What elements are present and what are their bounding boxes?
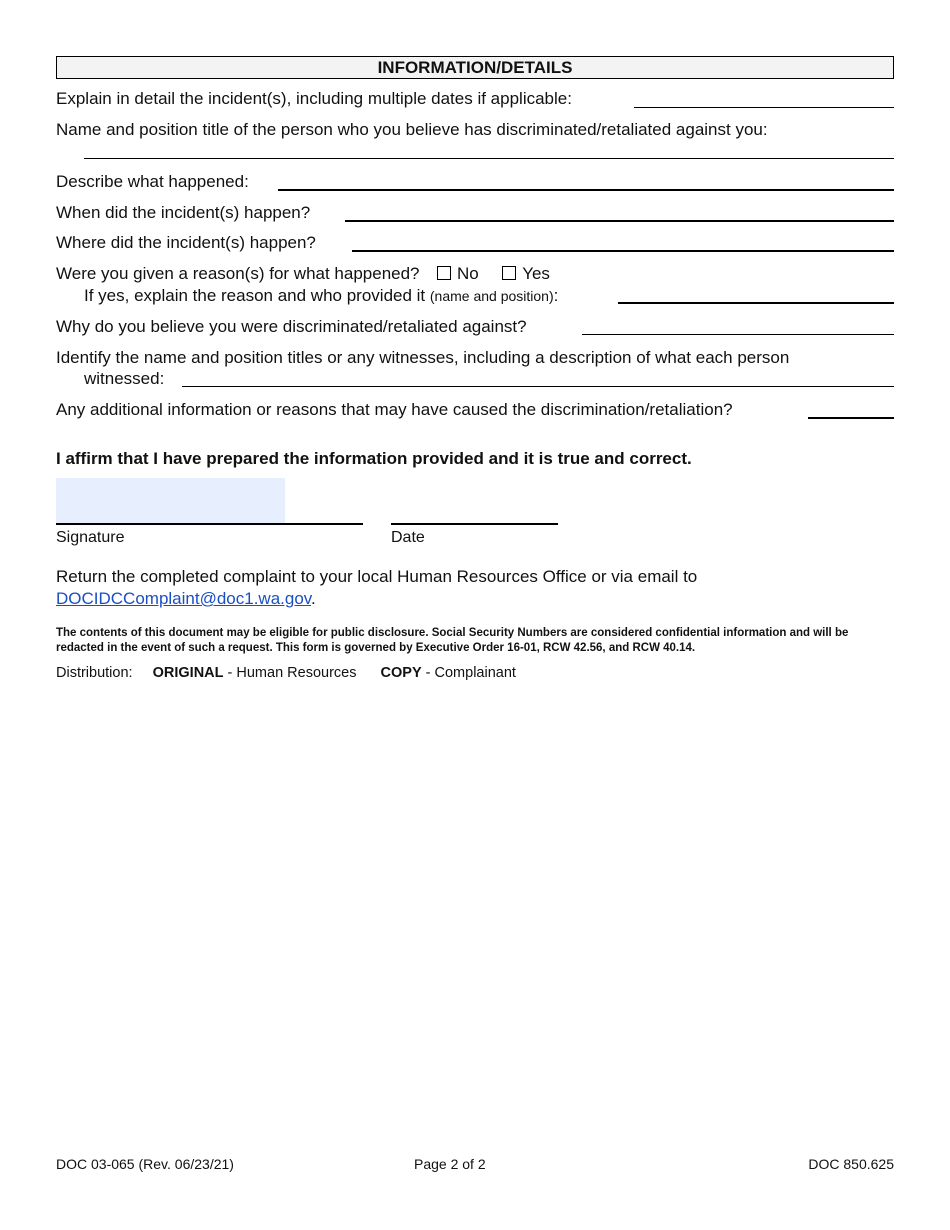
distribution-original-rest: - Human Resources: [223, 665, 357, 681]
what-happened-field[interactable]: [278, 189, 894, 191]
when-label: When did the incident(s) happen?: [56, 203, 311, 222]
what-happened-label: Describe what happened:: [56, 172, 249, 191]
reason-yes-checkbox[interactable]: [502, 266, 516, 280]
footer-form-number: DOC 03-065 (Rev. 06/23/21): [56, 1156, 234, 1172]
incident-details-field[interactable]: [634, 107, 894, 108]
reason-given-row: [56, 264, 550, 284]
return-email-link[interactable]: DOCIDCComplaint@doc1.wa.gov: [56, 589, 312, 608]
reason-given-label: Were you given a reason(s) for what happened?: [56, 264, 420, 283]
signature-label: Signature: [56, 529, 125, 546]
signature-line: [56, 523, 363, 525]
affirmation-text: I affirm that I have prepared the information provided and it is true and correct.: [56, 449, 692, 468]
accused-name-label: Name and position title of the person who you believe has discriminated/retaliated against you:: [56, 120, 768, 139]
reason-explain-paren: (name and position): [429, 288, 554, 304]
disclosure-notice: The contents of this document may be eligible for public disclosure. Social Security Numbers are considered confidential information and will be redacted in the event of such a request. This form is governed by Executive Order 16-01, RCW 42.56, and RCW 40.14.: [56, 627, 849, 654]
additional-info-label: Any additional information or reasons that may have caused the discrimination/retaliation?: [56, 400, 733, 419]
additional-info-field[interactable]: [808, 417, 894, 419]
section-header: INFORMATION/DETAILS: [56, 56, 894, 79]
where-field[interactable]: [352, 250, 894, 252]
return-period: .: [311, 589, 316, 608]
reason-explain-label: If yes, explain the reason and who provided it: [84, 286, 426, 305]
reason-no-label: No: [457, 264, 479, 283]
distribution-copy: COPY: [380, 665, 422, 681]
date-field[interactable]: [391, 523, 558, 525]
incident-details-label: Explain in detail the incident(s), including multiple dates if applicable:: [56, 89, 572, 108]
reason-explain-row: [84, 286, 558, 306]
witnesses-label-line1: Identify the name and position titles or any witnesses, including a description of what each person: [56, 348, 790, 367]
distribution-original: ORIGINAL: [152, 665, 224, 681]
where-label: Where did the incident(s) happen?: [56, 233, 316, 252]
footer-doc-policy: DOC 850.625: [808, 1156, 894, 1172]
reason-yes-label: Yes: [522, 264, 550, 283]
witnesses-label-line2: witnessed:: [84, 369, 165, 388]
signature-input[interactable]: [56, 478, 285, 524]
why-discriminated-field[interactable]: [582, 334, 894, 335]
return-email-row: [56, 589, 316, 609]
distribution-copy-rest: - Complainant: [421, 665, 516, 681]
witnesses-field[interactable]: [182, 386, 894, 387]
reason-explain-colon: :: [553, 286, 559, 305]
reason-explain-field[interactable]: [618, 302, 894, 304]
when-field[interactable]: [345, 220, 894, 222]
reason-no-checkbox[interactable]: [437, 266, 451, 280]
distribution-label: Distribution:: [56, 665, 133, 681]
accused-name-field[interactable]: [84, 158, 894, 159]
date-label: Date: [391, 529, 425, 546]
distribution-row: [56, 665, 516, 681]
footer-page-number: Page 2 of 2: [414, 1156, 486, 1172]
why-discriminated-label: Why do you believe you were discriminated/retaliated against?: [56, 317, 527, 336]
return-instructions: Return the completed complaint to your local Human Resources Office or via email to: [56, 567, 698, 586]
